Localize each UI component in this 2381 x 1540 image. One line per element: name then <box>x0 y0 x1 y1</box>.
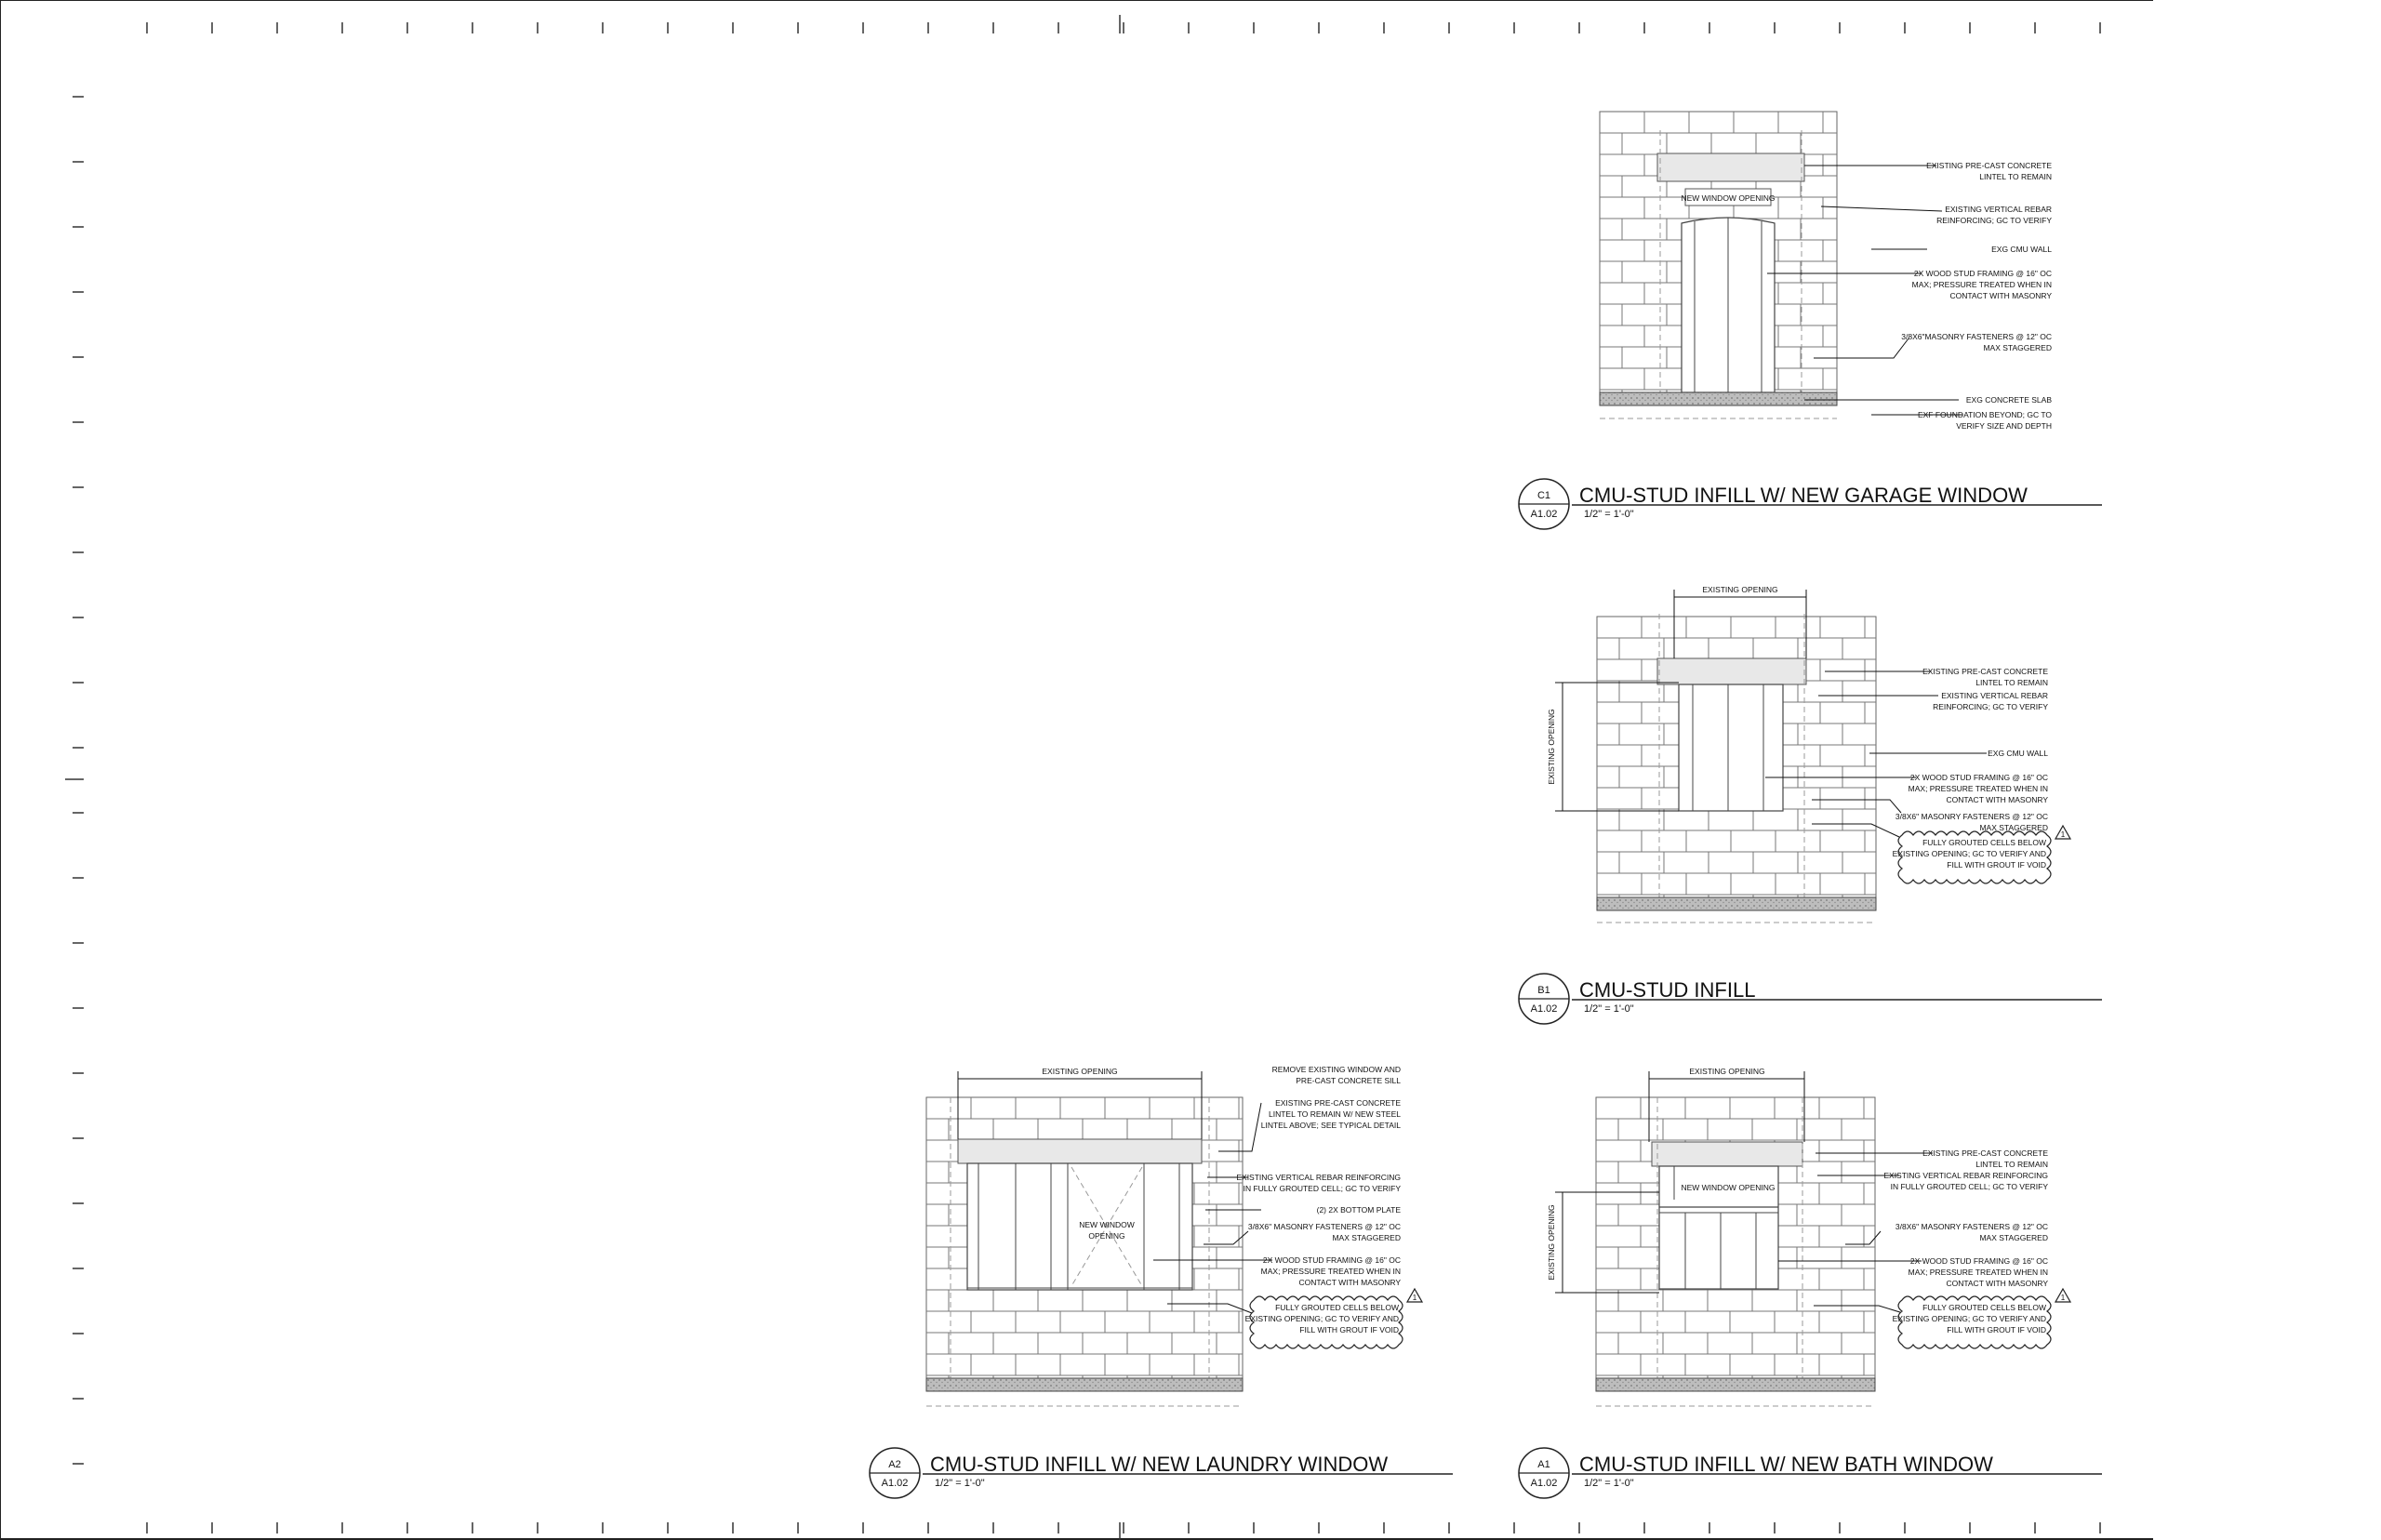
detail-title-block <box>1519 974 2102 1024</box>
revision-number: 1 <box>2060 1294 2066 1302</box>
dimension-top: EXISTING OPENING <box>1702 585 1778 594</box>
note-grouted-cells: FULLY GROUTED CELLS BELOW EXISTING OPENING; GC TO VERIFY AND FILL WITH GROUT IF VOID <box>1892 1303 2046 1334</box>
detail-a1 <box>1519 1067 2102 1498</box>
cmu-wall-drawing <box>1597 614 1876 923</box>
detail-title-block <box>870 1448 1453 1498</box>
note-bottom-plate: (2) 2X BOTTOM PLATE <box>1316 1205 1401 1215</box>
sheet-number: A1.02 <box>1530 1478 1558 1489</box>
note-slab: EXG CONCRETE SLAB <box>1965 395 2052 405</box>
callout-notes <box>1236 1065 1401 1287</box>
detail-number: B1 <box>1537 985 1550 996</box>
note-rebar: EXISTING VERTICAL REBAR REINFORCING IN FULLY GROUTED CELL; GC TO VERIFY <box>1236 1173 1401 1193</box>
concrete-slab <box>926 1378 1243 1391</box>
opening-label: NEW WINDOW OPENING <box>1079 1220 1135 1241</box>
lintel <box>1657 153 1804 181</box>
concrete-slab <box>1600 392 1837 405</box>
detail-scale: 1/2" = 1'-0" <box>1584 1003 1634 1015</box>
revision-number: 1 <box>1412 1294 1417 1302</box>
opening-label: NEW WINDOW OPENING <box>1681 193 1776 203</box>
detail-title: CMU-STUD INFILL W/ NEW BATH WINDOW <box>1579 1453 1993 1476</box>
callout-notes <box>1901 161 2052 431</box>
note-lintel: EXISTING PRE-CAST CONCRETE LINTEL TO REMAIN W/ NEW STEEL LINTEL ABOVE; SEE TYPICAL DETAIL <box>1260 1098 1401 1130</box>
note-cmu-wall: EXG CMU WALL <box>1991 245 2052 254</box>
detail-title: CMU-STUD INFILL W/ NEW LAUNDRY WINDOW <box>930 1453 1389 1476</box>
detail-scale: 1/2" = 1'-0" <box>1584 509 1634 520</box>
note-fasteners: 3/8X6"MASONRY FASTENERS @ 12" OC MAX STAGGERED <box>1901 332 2052 352</box>
detail-number: A2 <box>888 1459 901 1470</box>
callout-notes <box>1883 1148 2048 1288</box>
note-foundation: EXF FOUNDATION BEYOND; GC TO VERIFY SIZE AND DEPTH <box>1917 410 2052 431</box>
dimension-top: EXISTING OPENING <box>1689 1067 1765 1076</box>
note-cmu-wall: EXG CMU WALL <box>1988 749 2048 758</box>
note-lintel: EXISTING PRE-CAST CONCRETE LINTEL TO REMAIN <box>1922 1148 2048 1169</box>
detail-scale: 1/2" = 1'-0" <box>935 1478 985 1489</box>
revision-cloud <box>1893 1289 2070 1348</box>
opening-label: NEW WINDOW OPENING <box>1681 1183 1776 1192</box>
cmu-wall-drawing <box>926 1097 1243 1406</box>
detail-title-block <box>1519 1448 2102 1498</box>
concrete-slab <box>1597 897 1876 910</box>
note-stud-framing: 2X WOOD STUD FRAMING @ 16" OC MAX; PRESSURE TREATED WHEN IN CONTACT WITH MASONRY <box>1260 1255 1401 1287</box>
note-stud-framing: 2X WOOD STUD FRAMING @ 16" OC MAX; PRESSURE TREATED WHEN IN CONTACT WITH MASONRY <box>1911 269 2052 300</box>
revision-cloud <box>1245 1289 1422 1348</box>
note-stud-framing: 2X WOOD STUD FRAMING @ 16" OC MAX; PRESSURE TREATED WHEN IN CONTACT WITH MASONRY <box>1908 1256 2048 1288</box>
cmu-wall-drawing <box>1596 1097 1875 1406</box>
sheet-number: A1.02 <box>1530 1003 1558 1015</box>
sheet-number: A1.02 <box>1530 509 1558 520</box>
revision-number: 1 <box>2060 830 2066 839</box>
note-rebar: EXISTING VERTICAL REBAR REINFORCING IN FULLY GROUTED CELL; GC TO VERIFY <box>1883 1171 2048 1191</box>
detail-title: CMU-STUD INFILL <box>1579 978 1756 1002</box>
dimension-side: EXISTING OPENING <box>1547 1204 1556 1281</box>
note-fasteners: 3/8X6" MASONRY FASTENERS @ 12" OC MAX STAGGERED <box>1895 812 2048 832</box>
detail-title-block <box>1519 479 2102 529</box>
note-grouted-cells: FULLY GROUTED CELLS BELOW EXISTING OPENING; GC TO VERIFY AND FILL WITH GROUT IF VOID <box>1892 838 2046 870</box>
note-stud-framing: 2X WOOD STUD FRAMING @ 16" OC MAX; PRESSURE TREATED WHEN IN CONTACT WITH MASONRY <box>1908 773 2048 804</box>
detail-title: CMU-STUD INFILL W/ NEW GARAGE WINDOW <box>1579 484 2028 507</box>
callout-notes <box>1895 667 2048 832</box>
sheet-number: A1.02 <box>881 1478 909 1489</box>
detail-a2 <box>870 1065 1453 1498</box>
detail-number: A1 <box>1537 1459 1550 1470</box>
dimension-side: EXISTING OPENING <box>1547 709 1556 785</box>
detail-b1 <box>1519 585 2102 1024</box>
note-fasteners: 3/8X6" MASONRY FASTENERS @ 12" OC MAX STAGGERED <box>1247 1222 1401 1242</box>
grid-ticks-top <box>147 15 2100 33</box>
revision-cloud <box>1893 826 2070 883</box>
dimension-top: EXISTING OPENING <box>1042 1067 1118 1076</box>
cmu-wall-drawing <box>1600 112 1837 418</box>
lintel <box>1652 1142 1802 1166</box>
note-rebar: EXISTING VERTICAL REBAR REINFORCING; GC TO VERIFY <box>1936 205 2052 225</box>
detail-c1 <box>1519 112 2102 529</box>
grid-ticks-left <box>65 97 84 1464</box>
note-remove-window: REMOVE EXISTING WINDOW AND PRE-CAST CONCRETE SILL <box>1271 1065 1401 1085</box>
note-lintel: EXISTING PRE-CAST CONCRETE LINTEL TO REMAIN <box>1922 667 2048 687</box>
lintel <box>958 1139 1202 1163</box>
note-rebar: EXISTING VERTICAL REBAR REINFORCING; GC TO VERIFY <box>1933 691 2048 711</box>
lintel <box>1657 658 1806 684</box>
note-grouted-cells: FULLY GROUTED CELLS BELOW EXISTING OPENING; GC TO VERIFY AND FILL WITH GROUT IF VOID <box>1244 1303 1399 1334</box>
note-fasteners: 3/8X6" MASONRY FASTENERS @ 12" OC MAX STAGGERED <box>1895 1222 2048 1242</box>
grid-ticks-bottom <box>147 1522 2100 1540</box>
detail-scale: 1/2" = 1'-0" <box>1584 1478 1634 1489</box>
concrete-slab <box>1596 1378 1875 1391</box>
detail-number: C1 <box>1536 490 1551 501</box>
note-lintel: EXISTING PRE-CAST CONCRETE LINTEL TO REMAIN <box>1926 161 2052 181</box>
